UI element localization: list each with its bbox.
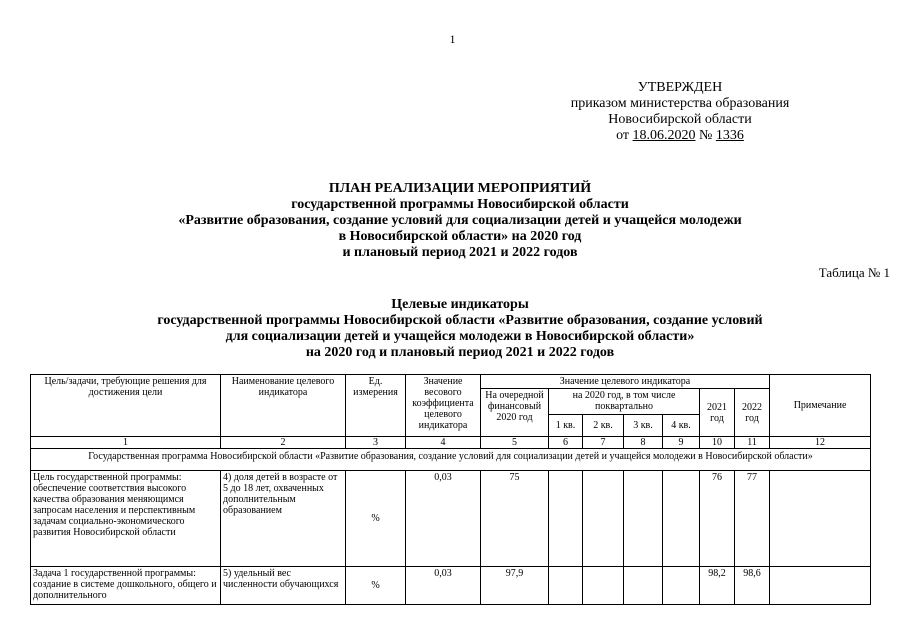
column-number: 6	[549, 437, 583, 449]
weight-cell: 0,03	[406, 471, 481, 567]
header-2021: 2021 год	[700, 389, 735, 437]
q1-cell	[549, 567, 583, 605]
q1-cell	[549, 471, 583, 567]
header-2020-quarterly: на 2020 год, в том числе поквартально	[549, 389, 700, 415]
table-row	[31, 471, 871, 567]
indicators-title-line: для социализации детей и учащейся молодежи в Новосибирской области»	[225, 329, 695, 344]
column-number: 7	[583, 437, 624, 449]
indicator-cell: 4) доля детей в возрасте от 5 до 18 лет, охваченных дополнительным образованием	[221, 471, 346, 567]
plan-title-line: «Развитие образования, создание условий для социализации детей и учащейся молодежи	[178, 213, 742, 228]
header-fy2020: На очередной финансовый 2020 год	[481, 389, 549, 437]
header-indicator: Наименование целевого индикатора	[221, 375, 346, 437]
approval-number: 1336	[715, 128, 744, 143]
y2022-cell: 98,6	[735, 567, 770, 605]
program-name: Государственная программа Новосибирской области «Развитие образования, создание условий для социализации детей и учащейся молодежи в Новосибирской области»	[31, 449, 871, 471]
page-number: 1	[449, 32, 456, 46]
column-number-row	[31, 437, 871, 449]
header-2022: 2022 год	[735, 389, 770, 437]
column-number: 5	[481, 437, 549, 449]
column-number: 8	[624, 437, 663, 449]
indicator-cell: 5) удельный вес численности обучающихся	[221, 567, 346, 605]
column-number: 2	[221, 437, 346, 449]
column-number: 1	[31, 437, 221, 449]
weight-cell: 0,03	[406, 567, 481, 605]
note-cell	[770, 471, 871, 567]
column-number: 3	[346, 437, 406, 449]
q3-cell	[624, 471, 663, 567]
fy2020-cell: 97,9	[481, 567, 549, 605]
header-q2: 2 кв.	[583, 415, 624, 437]
approval-date: 18.06.2020	[632, 128, 696, 143]
plan-title-line: ПЛАН РЕАЛИЗАЦИИ МЕРОПРИЯТИЙ	[328, 181, 592, 196]
indicators-table	[30, 374, 871, 605]
q4-cell	[663, 567, 700, 605]
indicators-title	[100, 297, 820, 361]
approval-line-4	[560, 128, 800, 144]
fy2020-cell: 75	[481, 471, 549, 567]
q4-cell	[663, 471, 700, 567]
header-note: Примечание	[770, 375, 871, 437]
approval-number-sign: №	[699, 128, 713, 143]
program-row	[31, 449, 871, 471]
approval-prefix: от	[616, 128, 630, 143]
plan-title-line: в Новосибирской области» на 2020 год	[338, 229, 582, 244]
column-number: 4	[406, 437, 481, 449]
column-number: 9	[663, 437, 700, 449]
plan-title-line: государственной программы Новосибирской области	[291, 197, 629, 212]
indicators-title-line: Целевые индикаторы	[391, 297, 529, 312]
approval-line-3: Новосибирской области	[608, 112, 752, 127]
unit-cell: %	[346, 567, 406, 605]
header-unit: Ед. измерения	[346, 375, 406, 437]
header-weight: Значение весового коэффициента целевого индикатора	[406, 375, 481, 437]
header-value-group: Значение целевого индикатора	[481, 375, 770, 389]
header-q3: 3 кв.	[624, 415, 663, 437]
indicators-title-line: на 2020 год и плановый период 2021 и 2022 годов	[305, 345, 615, 360]
header-q1: 1 кв.	[549, 415, 583, 437]
header-q4: 4 кв.	[663, 415, 700, 437]
unit-cell: %	[346, 471, 406, 567]
y2021-cell: 76	[700, 471, 735, 567]
y2021-cell: 98,2	[700, 567, 735, 605]
header-goal: Цель/задачи, требующие решения для достижения цели	[31, 375, 221, 437]
column-number: 12	[770, 437, 871, 449]
plan-title-line: и плановый период 2021 и 2022 годов	[342, 245, 578, 260]
approval-line-2: приказом министерства образования	[570, 96, 790, 111]
goal-cell: Задача 1 государственной программы: создание в системе дошкольного, общего и дополнительного	[31, 567, 221, 605]
note-cell	[770, 567, 871, 605]
approval-line-1: УТВЕРЖДЕН	[637, 80, 723, 95]
y2022-cell: 77	[735, 471, 770, 567]
indicators-title-line: государственной программы Новосибирской области «Развитие образования, создание условий	[157, 313, 763, 328]
column-number: 10	[700, 437, 735, 449]
table-row	[31, 567, 871, 605]
q3-cell	[624, 567, 663, 605]
q2-cell	[583, 471, 624, 567]
table-number: Таблица № 1	[818, 265, 890, 280]
goal-cell: Цель государственной программы: обеспечение соответствия высокого качества образования меняющимся запросам населения и перспективным задачам социально-экономического развития Новосибирской области	[31, 471, 221, 567]
q2-cell	[583, 567, 624, 605]
plan-title	[100, 181, 820, 261]
approval-stamp	[560, 80, 800, 144]
column-number: 11	[735, 437, 770, 449]
header-row	[31, 375, 871, 389]
